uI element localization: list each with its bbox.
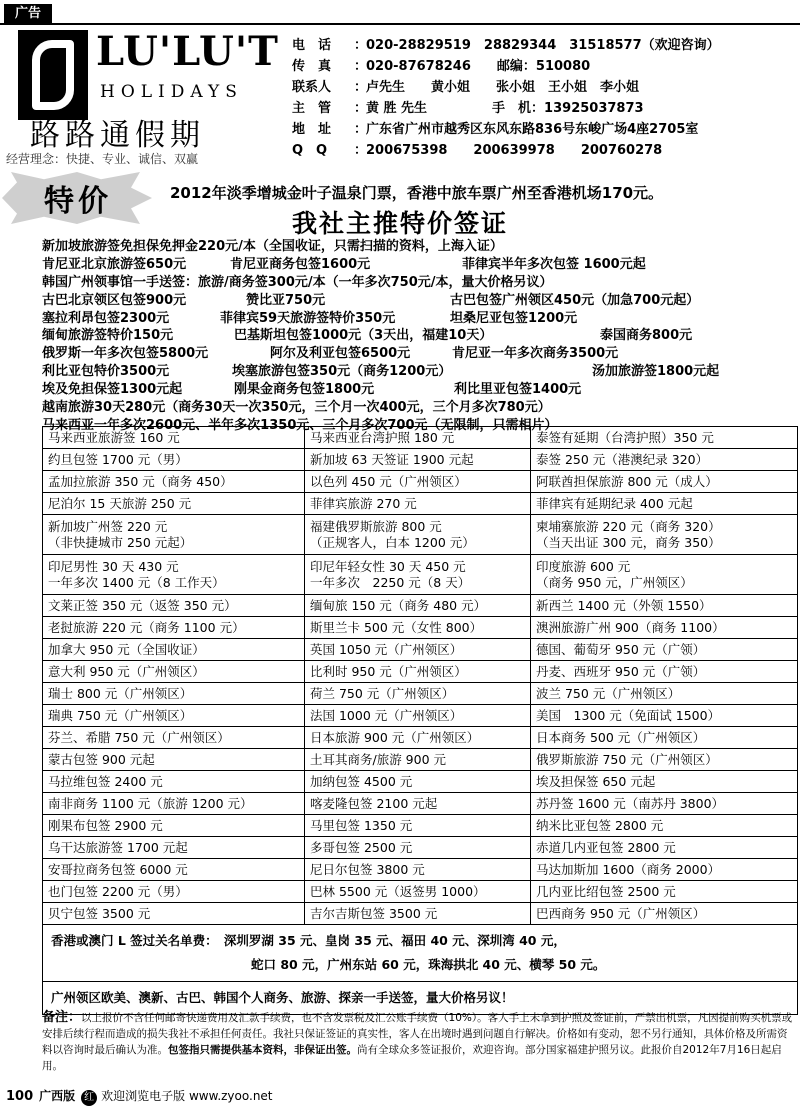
contact-value: 020-28829519 28829344 31518577（欢迎咨询）: [366, 38, 720, 53]
table-cell: 加纳包签 4500 元: [305, 771, 531, 793]
table-cell: 纳米比亚包签 2800 元: [531, 815, 798, 837]
table-cell: 马拉维包签 2400 元: [43, 771, 305, 793]
notes-head: 备注：: [42, 1010, 82, 1025]
ad-label: 广告: [4, 4, 52, 24]
page-title: 我社主推特价签证: [291, 209, 508, 238]
table-row: [43, 881, 798, 903]
table-row: [43, 427, 798, 449]
footer-link[interactable]: 欢迎浏览电子版 www.zyoo.net: [101, 1089, 273, 1103]
price-table: [42, 426, 798, 1015]
table-cell: 也门包签 2200 元（男）: [43, 881, 305, 903]
table-cell: 福建俄罗斯旅游 800 元 （正规客人，白本 1200 元）: [305, 515, 531, 555]
list-text: 越南旅游30天280元（商务30天一次350元，三个月一次400元，三个月多次780元）: [42, 400, 551, 416]
table-row-hk-fees: [43, 925, 798, 982]
list-text: 新加坡旅游签免担保免押金220元/本（全国收证，只需扫描的资料，上海入证）: [42, 239, 503, 254]
contact-row-qq: Q Q ： 200675398 200639978 200760278: [292, 139, 797, 160]
notes-body: 以上报价不含任何邮寄快递费用及汇款手续费，也不含发票税及汇公账手续费（10%）。客人手上未拿到护照及签证前，严禁出机票，凡因提前购买机票或安排后续行程而造成的损失我社不承担任何责任。我社只保证签证的真实性，客人在出境时遇到问题自行解决。价格如有变动，恕不另行通知，具体价格及所需资料以咨询时最后确认为准。: [42, 1012, 793, 1056]
list-text: 阿尔及利亚包签6500元: [270, 346, 411, 362]
table-cell: 尼日尔包签 3800 元: [305, 859, 531, 881]
table-cell: 尼泊尔 15 天旅游 250 元: [43, 493, 305, 515]
table-cell: 赤道几内亚包签 2800 元: [531, 837, 798, 859]
table-cell: 乌干达旅游签 1700 元起: [43, 837, 305, 859]
contact-label: 联系人: [292, 80, 332, 95]
table-row: [43, 705, 798, 727]
table-row: [43, 471, 798, 493]
table-row: [43, 555, 798, 595]
list-text: 埃塞旅游包签350元（商务1200元）: [232, 364, 452, 380]
brand-motto: 经营理念：快捷、专业、诚信、双赢: [6, 152, 199, 166]
table-row: [43, 639, 798, 661]
table-cell: 波兰 750 元（广州领区）: [531, 683, 798, 705]
notes: [42, 1010, 794, 1074]
list-text: 菲律宾半年多次包签 1600元起: [462, 256, 646, 272]
table-row: [43, 771, 798, 793]
notes-bold: 包签指只需提供基本资料，非保证出签。: [168, 1044, 357, 1056]
table-cell: 法国 1000 元（广州领区）: [305, 705, 531, 727]
list-item: [42, 324, 792, 342]
table-row: [43, 815, 798, 837]
brand-holidays: HOLIDAYS: [100, 82, 243, 102]
notes-tail: 尚有全球众多签证报价，欢迎咨询。部分国家福建护照另议。此报价自2012年7月16日起启用。: [42, 1044, 782, 1072]
contact-block: [292, 34, 797, 160]
visa-list: [42, 235, 792, 432]
table-cell: 阿联酋担保旅游 800 元（成人）: [531, 471, 798, 493]
table-cell: 马达加斯加 1600（商务 2000）: [531, 859, 798, 881]
lulut-logo-icon: [18, 30, 88, 120]
table-cell: 文莱正签 350 元（返签 350 元）: [43, 595, 305, 617]
table-cell: 瑞士 800 元（广州领区）: [43, 683, 305, 705]
table-row: [43, 493, 798, 515]
table-cell: 苏丹签 1600 元（南苏丹 3800）: [531, 793, 798, 815]
top-divider: [0, 23, 800, 25]
table-cell: 芬兰、希腊 750 元（广州领区）: [43, 727, 305, 749]
contact-value: 黄 胜 先生 手 机：13925037873: [366, 101, 644, 116]
contact-row-manager: 主 管 ： 黄 胜 先生 手 机：13925037873: [292, 97, 797, 118]
table-cell: 马里包签 1350 元: [305, 815, 531, 837]
contact-label: 主 管: [292, 101, 332, 116]
table-cell: 瑞典 750 元（广州领区）: [43, 705, 305, 727]
brand-logo-text: LU'LU'T: [96, 28, 279, 75]
table-cell: 德国、葡萄牙 950 元（广领）: [531, 639, 798, 661]
table-row: [43, 595, 798, 617]
table-cell: 日本商务 500 元（广州领区）: [531, 727, 798, 749]
hk-fees-line2: 蛇口 80 元，广州东站 60 元，珠海拱北 40 元、横琴 50 元。: [251, 957, 606, 972]
list-item: [42, 378, 792, 396]
table-cell: 土耳其商务/旅游 900 元: [305, 749, 531, 771]
table-row: [43, 749, 798, 771]
list-item: [42, 235, 792, 253]
table-cell: 斯里兰卡 500 元（女性 800）: [305, 617, 531, 639]
table-row: [43, 617, 798, 639]
europe-cell: 广州领区欧美、澳新、古巴、韩国个人商务、旅游、探亲一手送签，量大价格另议！: [43, 982, 798, 1015]
list-text: 缅甸旅游签特价150元: [42, 328, 174, 344]
table-cell: 澳洲旅游广州 900（商务 1100）: [531, 617, 798, 639]
edition-badge-icon: 红: [81, 1090, 97, 1106]
contact-value: 200675398 200639978 200760278: [366, 143, 663, 158]
table-row: [43, 837, 798, 859]
table-row: [43, 449, 798, 471]
table-cell: 菲律宾有延期纪录 400 元起: [531, 493, 798, 515]
table-cell: 英国 1050 元（广州领区）: [305, 639, 531, 661]
contact-label: Q Q: [292, 143, 328, 158]
contact-label: 地 址: [292, 122, 332, 137]
contact-row-phone: 电 话 ： 020-28829519 28829344 31518577（欢迎咨询）: [292, 34, 797, 55]
list-item: [42, 253, 792, 271]
hk-fees-cell: [43, 925, 798, 982]
table-row: [43, 903, 798, 925]
hk-fees-line1: 香港或澳门 L 签过关名单费： 深圳罗湖 35 元、皇岗 35 元、福田 40 元、深圳湾 40 元，: [51, 933, 566, 948]
contact-value: 卢先生 黄小姐 张小姐 王小姐 李小姐: [366, 80, 640, 95]
table-cell: 美国 1300 元（免面试 1500）: [531, 705, 798, 727]
list-text: 古巴北京领区包签900元: [42, 292, 187, 308]
table-cell: 新加坡 63 天签证 1900 元起: [305, 449, 531, 471]
list-item: [42, 396, 792, 414]
table-cell: 老挝旅游 220 元（商务 1100 元）: [43, 617, 305, 639]
list-text: 汤加旅游签1800元起: [592, 364, 720, 380]
table-cell: 加拿大 950 元（全国收证）: [43, 639, 305, 661]
table-cell: 荷兰 750 元（广州领区）: [305, 683, 531, 705]
table-cell: 新西兰 1400 元（外领 1550）: [531, 595, 798, 617]
table-row: [43, 683, 798, 705]
contact-row-people: 联系人 ： 卢先生 黄小姐 张小姐 王小姐 李小姐: [292, 76, 797, 97]
table-cell: 泰签 250 元（港澳纪录 320）: [531, 449, 798, 471]
table-cell: 刚果布包签 2900 元: [43, 815, 305, 837]
table-cell: 几内亚比绍包签 2500 元: [531, 881, 798, 903]
table-cell: 蒙古包签 900 元起: [43, 749, 305, 771]
contact-label: 传 真: [292, 59, 332, 74]
table-cell: 南非商务 1100 元（旅游 1200 元）: [43, 793, 305, 815]
list-item: [42, 342, 792, 360]
list-text: 埃及免担保签1300元起: [42, 382, 183, 398]
list-text: 菲律宾59天旅游签特价350元: [220, 310, 396, 326]
table-cell: 马来西亚旅游签 160 元: [43, 427, 305, 449]
list-text: 塞拉利昂包签2300元: [42, 310, 170, 326]
table-cell: 约旦包签 1700 元（男）: [43, 449, 305, 471]
table-row: [43, 859, 798, 881]
table-cell: 印度旅游 600 元 （商务 950 元，广州领区）: [531, 555, 798, 595]
table-cell: 喀麦隆包签 2100 元起: [305, 793, 531, 815]
footer: [6, 1087, 273, 1106]
brand-chinese-name: 路路通假期: [30, 118, 205, 153]
list-item: [42, 289, 792, 307]
table-cell: 吉尔吉斯包签 3500 元: [305, 903, 531, 925]
table-cell: 意大利 950 元（广州领区）: [43, 661, 305, 683]
table-cell: 缅甸旅 150 元（商务 480 元）: [305, 595, 531, 617]
page-number: 100: [6, 1089, 34, 1104]
table-cell: 以色列 450 元（广州领区）: [305, 471, 531, 493]
contact-value: 广东省广州市越秀区东风东路836号东峻广场4座2705室: [366, 122, 699, 137]
edition-label: 广西版: [39, 1089, 76, 1103]
table-cell: 埃及担保签 650 元起: [531, 771, 798, 793]
contact-value: 020-87678246 邮编：510080: [366, 59, 591, 74]
list-text: 俄罗斯一年多次包签5800元: [42, 346, 209, 362]
list-text: 马来西亚一年多次2600元、半年多次1350元、三个月多次700元（无限制，只需相片）: [42, 417, 558, 433]
table-row: [43, 515, 798, 555]
table-cell: 孟加拉旅游 350 元（商务 450）: [43, 471, 305, 493]
list-text: 肯尼亚一年多次商务3500元: [452, 346, 619, 362]
list-text: 肯尼亚商务包签1600元: [230, 256, 371, 272]
contact-label: 电 话: [292, 38, 332, 53]
table-cell: 日本旅游 900 元（广州领区）: [305, 727, 531, 749]
table-cell: 印尼男性 30 天 430 元 一年多次 1400 元（8 工作天）: [43, 555, 305, 595]
list-item: [42, 307, 792, 325]
list-text: 巴基斯坦包签1000元（3天出，福建10天）: [234, 328, 493, 344]
list-text: 泰国商务800元: [600, 328, 693, 344]
table-cell: 新加坡广州签 220 元 （非快捷城市 250 元起）: [43, 515, 305, 555]
table-row: [43, 661, 798, 683]
list-text: 坦桑尼亚包签1200元: [450, 310, 578, 326]
table-cell: 泰签有延期（台湾护照）350 元: [531, 427, 798, 449]
contact-row-fax: 传 真 ： 020-87678246 邮编：510080: [292, 55, 797, 76]
table-cell: 丹麦、西班牙 950 元（广领）: [531, 661, 798, 683]
list-text: 古巴包签广州领区450元（加急700元起）: [450, 292, 700, 308]
table-cell: 巴林 5500 元（返签男 1000）: [305, 881, 531, 903]
table-cell: 马来西亚台湾护照 180 元: [305, 427, 531, 449]
contact-row-address: 地 址 ： 广东省广州市越秀区东风东路836号东峻广场4座2705室: [292, 118, 797, 139]
special-word: 特价: [44, 184, 112, 219]
list-text: 肯尼亚北京旅游签650元: [42, 256, 187, 272]
list-item: [42, 271, 792, 289]
table-cell: 比利时 950 元（广州领区）: [305, 661, 531, 683]
list-text: 刚果金商务包签1800元: [234, 382, 375, 398]
table-cell: 巴西商务 950 元（广州领区）: [531, 903, 798, 925]
list-text: 利比里亚包签1400元: [454, 382, 582, 398]
table-row: [43, 727, 798, 749]
list-item: [42, 360, 792, 378]
table-cell: 俄罗斯旅游 750 元（广州领区）: [531, 749, 798, 771]
table-row: [43, 793, 798, 815]
table-cell: 贝宁包签 3500 元: [43, 903, 305, 925]
table-cell: 菲律宾旅游 270 元: [305, 493, 531, 515]
table-cell: 柬埔寨旅游 220 元（商务 320） （当天出证 300 元，商务 350）: [531, 515, 798, 555]
list-text: 利比亚包特价3500元: [42, 364, 170, 380]
list-text: 韩国广州领事馆一手送签：旅游/商务签300元/本（一年多次750元/本，量大价格另议）: [42, 274, 553, 290]
table-cell: 多哥包签 2500 元: [305, 837, 531, 859]
special-text: 2012年淡季增城金叶子温泉门票，香港中旅车票广州至香港机场170元。: [170, 184, 664, 202]
table-cell: 印尼年轻女性 30 天 450 元 一年多次 2250 元（8 天）: [305, 555, 531, 595]
list-text: 赞比亚750元: [246, 292, 326, 308]
table-cell: 安哥拉商务包签 6000 元: [43, 859, 305, 881]
